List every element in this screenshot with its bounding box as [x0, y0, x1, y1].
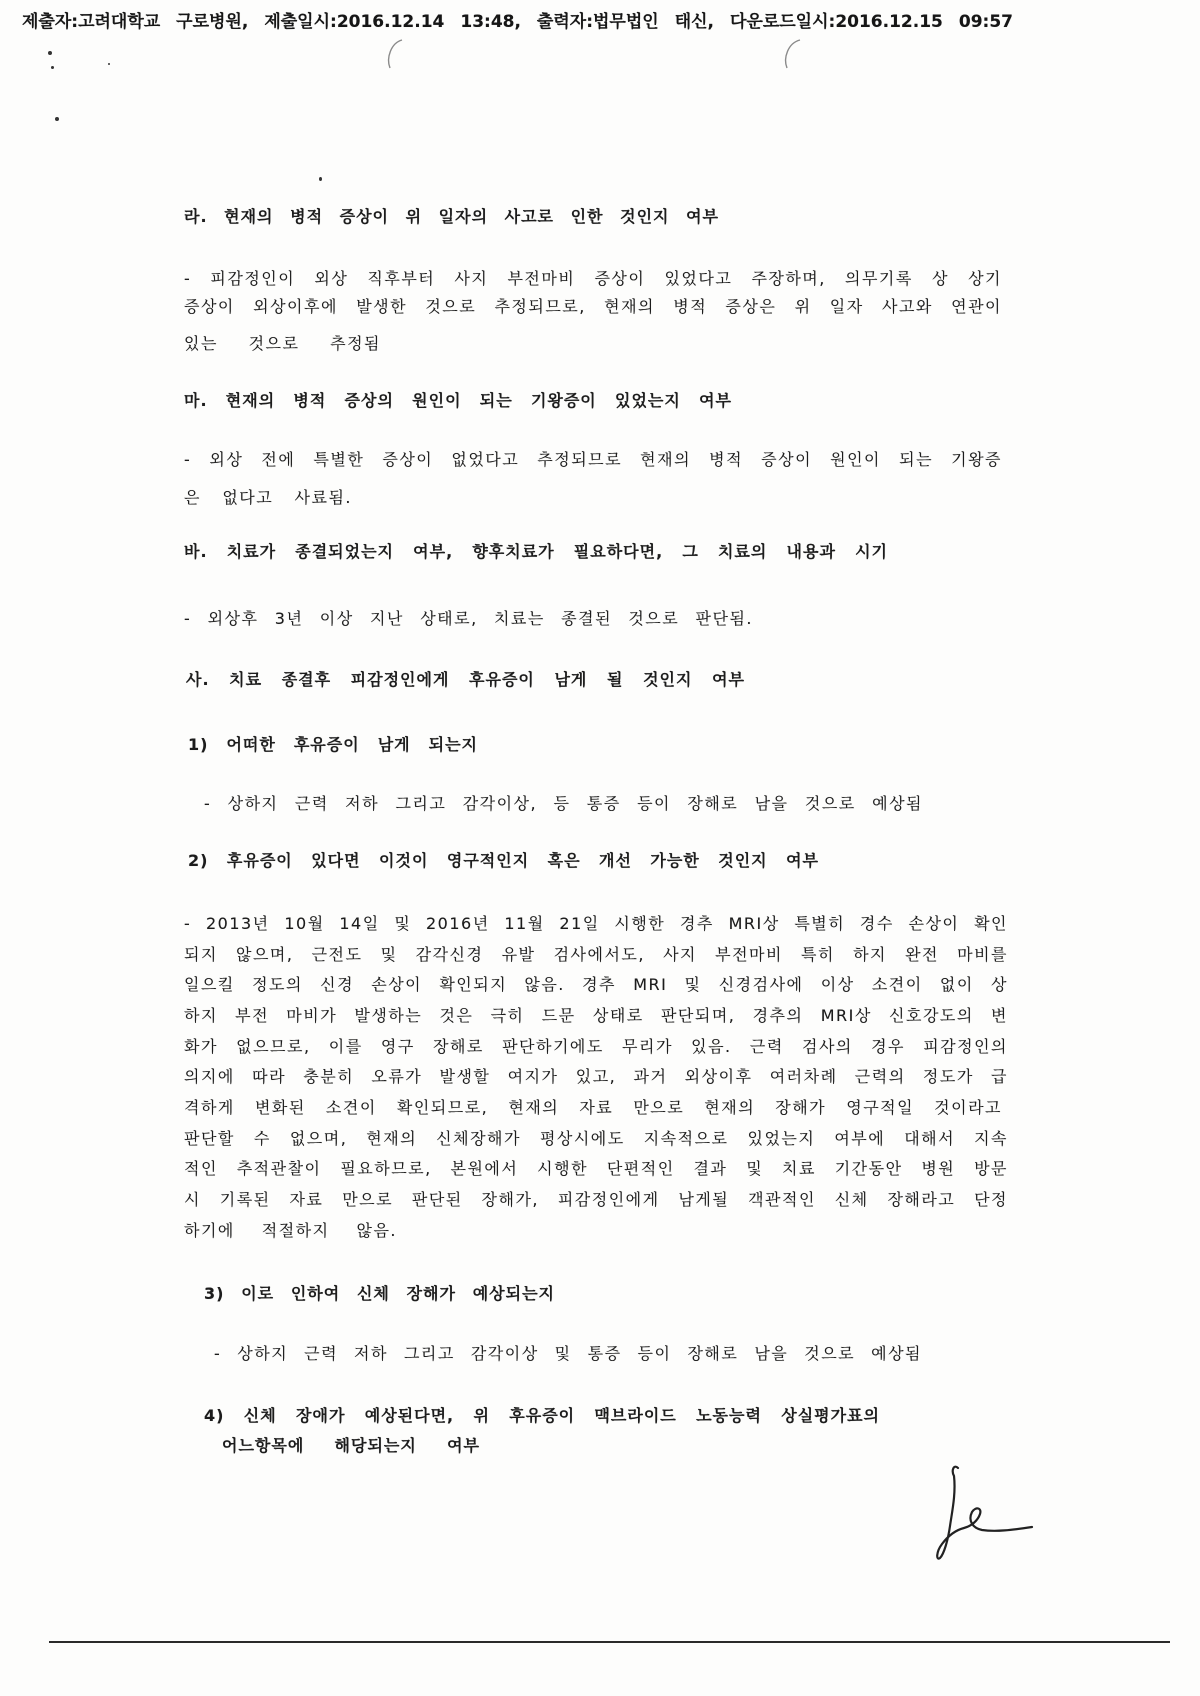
item-heading-4: 4) 신체 장애가 예상된다면, 위 후유증이 맥브라이드 노동능력 상실평가표의	[204, 1406, 880, 1425]
item-body-line: 하지 부전 마비가 발생하는 것은 극히 드문 상태로 판단되며, 경추의 MRI상 신호강도의 변	[184, 1006, 1008, 1025]
item-body-line: - 상하지 근력 저하 그리고 감각이상, 등 통증 등이 장해로 남을 것으로 예상됨	[204, 794, 923, 813]
section-heading-sa: 사. 치료 종결후 피감정인에게 후유증이 남게 될 것인지 여부	[186, 670, 745, 689]
item-heading-4-continued: 어느항목에 해당되는지 여부	[222, 1436, 480, 1455]
item-body-line: - 상하지 근력 저하 그리고 감각이상 및 통증 등이 장해로 남을 것으로 예상됨	[214, 1344, 922, 1363]
section-body-line: 있는 것으로 추정됨	[184, 334, 381, 353]
punch-mark	[780, 38, 808, 70]
section-body-line: - 외상 전에 특별한 증상이 없었다고 추정되므로 현재의 병적 증상이 원인이 되는 기왕증	[184, 450, 1002, 469]
item-heading-3: 3) 이로 인하여 신체 장해가 예상되는지	[204, 1284, 555, 1303]
scan-speck	[55, 117, 59, 121]
section-heading-ba: 바. 치료가 종결되었는지 여부, 향후치료가 필요하다면, 그 치료의 내용과 시기	[184, 542, 888, 561]
item-body-line: 판단할 수 없으며, 현재의 신체장해가 평상시에도 지속적으로 있었는지 여부에 대해서 지속	[184, 1129, 1008, 1148]
item-body-line: 시 기록된 자료 만으로 판단된 장해가, 피감정인에게 남게될 객관적인 신체 장해라고 단정	[184, 1190, 1008, 1209]
section-body-line: - 외상후 3년 이상 지난 상태로, 치료는 종결된 것으로 판단됨.	[184, 609, 753, 628]
submission-info-header: 제출자:고려대학교 구로병원, 제출일시:2016.12.14 13:48, 출력자:법무법인 태신, 다운로드일시:2016.12.15 09:57	[22, 12, 1013, 32]
scan-speck	[108, 63, 110, 65]
item-heading-2: 2) 후유증이 있다면 이것이 영구적인지 혹은 개선 가능한 것인지 여부	[188, 851, 819, 870]
section-heading-ra: 라. 현재의 병적 증상이 위 일자의 사고로 인한 것인지 여부	[184, 207, 719, 226]
item-heading-1: 1) 어떠한 후유증이 남게 되는지	[188, 735, 478, 754]
scan-speck	[319, 177, 322, 181]
item-body-line: 되지 않으며, 근전도 및 감각신경 유발 검사에서도, 사지 부전마비 특히 하지 완전 마비를	[184, 945, 1008, 964]
item-body-line: 화가 없으므로, 이를 영구 장해로 판단하기에도 무리가 있음. 근력 검사의 경우 피감정인의	[184, 1037, 1008, 1056]
item-body-line: 격하게 변화된 소견이 확인되므로, 현재의 자료 만으로 현재의 장해가 영구적일 것이라고	[184, 1098, 1002, 1117]
section-body-line: - 피감정인이 외상 직후부터 사지 부전마비 증상이 있었다고 주장하며, 의무기록 상 상기	[184, 269, 1002, 288]
bottom-rule	[49, 1641, 1170, 1643]
handwritten-signature	[934, 1464, 1038, 1564]
scan-speck	[48, 51, 52, 55]
section-heading-ma: 마. 현재의 병적 증상의 원인이 되는 기왕증이 있었는지 여부	[184, 391, 732, 410]
section-body-line: 은 없다고 사료됨.	[184, 488, 352, 507]
item-body-line: 적인 추적관찰이 필요하므로, 본원에서 시행한 단편적인 결과 및 치료 기간동안 병원 방문	[184, 1159, 1008, 1178]
item-body-line: 하기에 적절하지 않음.	[184, 1221, 397, 1240]
item-body-line: 의지에 따라 충분히 오류가 발생할 여지가 있고, 과거 외상이후 여러차례 근력의 정도가 급	[184, 1067, 1008, 1086]
punch-mark	[384, 38, 408, 70]
scan-speck	[51, 66, 54, 69]
section-body-line: 증상이 외상이후에 발생한 것으로 추정되므로, 현재의 병적 증상은 위 일자 사고와 연관이	[184, 297, 1002, 316]
item-body-line: 일으킬 정도의 신경 손상이 확인되지 않음. 경추 MRI 및 신경검사에 이상 소견이 없이 상	[184, 975, 1008, 994]
item-body-line: - 2013년 10월 14일 및 2016년 11월 21일 시행한 경추 MRI상 특별히 경수 손상이 확인	[184, 914, 1008, 933]
